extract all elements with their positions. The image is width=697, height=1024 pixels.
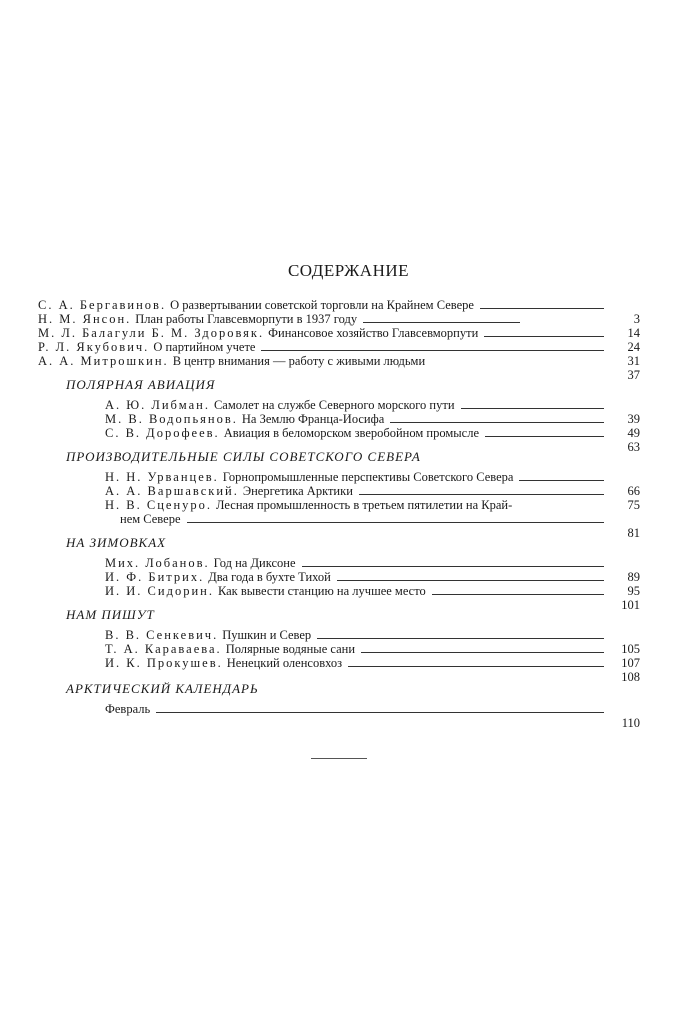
entry-title: Горнопромышленные перспективы Советского Севера — [222, 470, 514, 484]
entry-page-number: 63 — [627, 440, 640, 454]
entry-author: А. А. Митрошкин. — [38, 354, 169, 368]
leader-line — [359, 494, 604, 495]
page-title: СОДЕРЖАНИЕ — [287, 261, 410, 280]
entry-page-number: 105 — [621, 642, 640, 656]
toc-entry-continuation[interactable] — [120, 512, 640, 540]
leader-line — [348, 666, 604, 667]
entry-title: Авиация в беломорском зверобойном промысле — [223, 426, 480, 440]
entry-title: Ненецкий оленсовхоз — [226, 656, 343, 670]
section-heading: НАМ ПИШУТ — [66, 607, 155, 622]
leader-line — [480, 308, 604, 309]
entry-page-number: 37 — [627, 368, 640, 382]
entry-page-number: 24 — [627, 340, 640, 354]
leader-line — [302, 566, 605, 567]
entry-title: Февраль — [105, 702, 151, 716]
entry-author: Мих. Лобанов. — [105, 556, 210, 570]
entry-title: О развертывании советской торговли на Крайнем Севере — [170, 298, 474, 312]
entry-title: Два года в бухте Тихой — [208, 570, 331, 584]
section-heading: АРКТИЧЕСКИЙ КАЛЕНДАРЬ — [66, 681, 259, 696]
toc-entry[interactable] — [105, 584, 640, 612]
entry-author: А. А. Варшавский. — [105, 484, 239, 498]
leader-line — [461, 408, 604, 409]
entry-title: Самолет на службе Северного морского пути — [213, 398, 455, 412]
entry-page-number: 89 — [627, 570, 640, 584]
entry-page-number: 31 — [627, 354, 640, 368]
entry-page-number: 108 — [621, 670, 640, 684]
entry-author: И. Ф. Битрих. — [105, 570, 205, 584]
entry-page-number: 75 — [627, 498, 640, 512]
entry-author: И. К. Прокушев. — [105, 656, 223, 670]
leader-line — [519, 480, 604, 481]
section-heading: НА ЗИМОВКАХ — [66, 535, 167, 550]
entry-author: М. В. Водопьянов. — [105, 412, 238, 426]
entry-author: С. В. Дорофеев. — [105, 426, 220, 440]
leader-line — [361, 652, 604, 653]
leader-line — [317, 638, 604, 639]
entry-page-number: 95 — [627, 584, 640, 598]
entry-page-number: 14 — [627, 326, 640, 340]
entry-author: И. И. Сидорин. — [105, 584, 214, 598]
entry-page-number: 81 — [627, 526, 640, 540]
entry-author: Н. В. Сценуро. — [105, 498, 213, 512]
toc-entry[interactable] — [105, 656, 640, 684]
section-heading: ПОЛЯРНАЯ АВИАЦИЯ — [66, 377, 216, 392]
leader-line — [432, 594, 604, 595]
toc-entry[interactable] — [105, 702, 640, 730]
entry-title: Год на Диксоне — [213, 556, 296, 570]
entry-author: Р. Л. Якубович. — [38, 340, 150, 354]
entry-title: Энергетика Арктики — [242, 484, 353, 498]
entry-page-number: 39 — [627, 412, 640, 426]
entry-title-continuation: нем Севере — [120, 512, 181, 526]
entry-page-number: 107 — [621, 656, 640, 670]
entry-author: М. Л. Балагули Б. М. Здоровяк. — [38, 326, 265, 340]
toc-entry[interactable] — [105, 426, 640, 454]
entry-title: На Землю Франца-Иосифа — [241, 412, 385, 426]
entry-title: Как вывести станцию на лучшее место — [217, 584, 426, 598]
leader-line — [187, 522, 605, 523]
entry-title: План работы Главсевморпути в 1937 году — [135, 312, 358, 326]
entry-page-number: 66 — [627, 484, 640, 498]
entry-author: Н. М. Янсон. — [38, 312, 132, 326]
entry-title: О партийном учете — [153, 340, 256, 354]
entry-author: С. А. Бергавинов. — [38, 298, 167, 312]
leader-line — [156, 712, 604, 713]
entry-page-number: 110 — [621, 716, 640, 730]
section-heading: ПРОИЗВОДИТЕЛЬНЫЕ СИЛЫ СОВЕТСКОГО СЕВЕРА — [66, 449, 421, 464]
leader-line — [390, 422, 604, 423]
entry-title: В центр внимания — работу с живыми людьми — [172, 354, 426, 368]
toc-entry[interactable] — [38, 354, 640, 382]
entry-page-number: 101 — [621, 598, 640, 612]
entry-title: Пушкин и Север — [222, 628, 312, 642]
bottom-divider — [311, 758, 367, 759]
entry-title: Лесная промышленность в третьем пятилетии на Край- — [216, 498, 513, 512]
entry-page-number: 3 — [633, 312, 640, 326]
leader-line — [484, 336, 604, 337]
leader-line — [261, 350, 604, 351]
leader-line — [363, 322, 520, 323]
entry-author: В. В. Сенкевич. — [105, 628, 219, 642]
entry-author: Н. Н. Урванцев. — [105, 470, 219, 484]
entry-author: А. Ю. Либман. — [105, 398, 210, 412]
entry-title: Финансовое хозяйство Главсевморпути — [268, 326, 479, 340]
leader-line — [485, 436, 604, 437]
entry-title: Полярные водяные сани — [225, 642, 356, 656]
entry-author: Т. А. Караваева. — [105, 642, 222, 656]
toc-entry[interactable] — [105, 498, 640, 512]
leader-line — [337, 580, 604, 581]
entry-page-number: 49 — [627, 426, 640, 440]
